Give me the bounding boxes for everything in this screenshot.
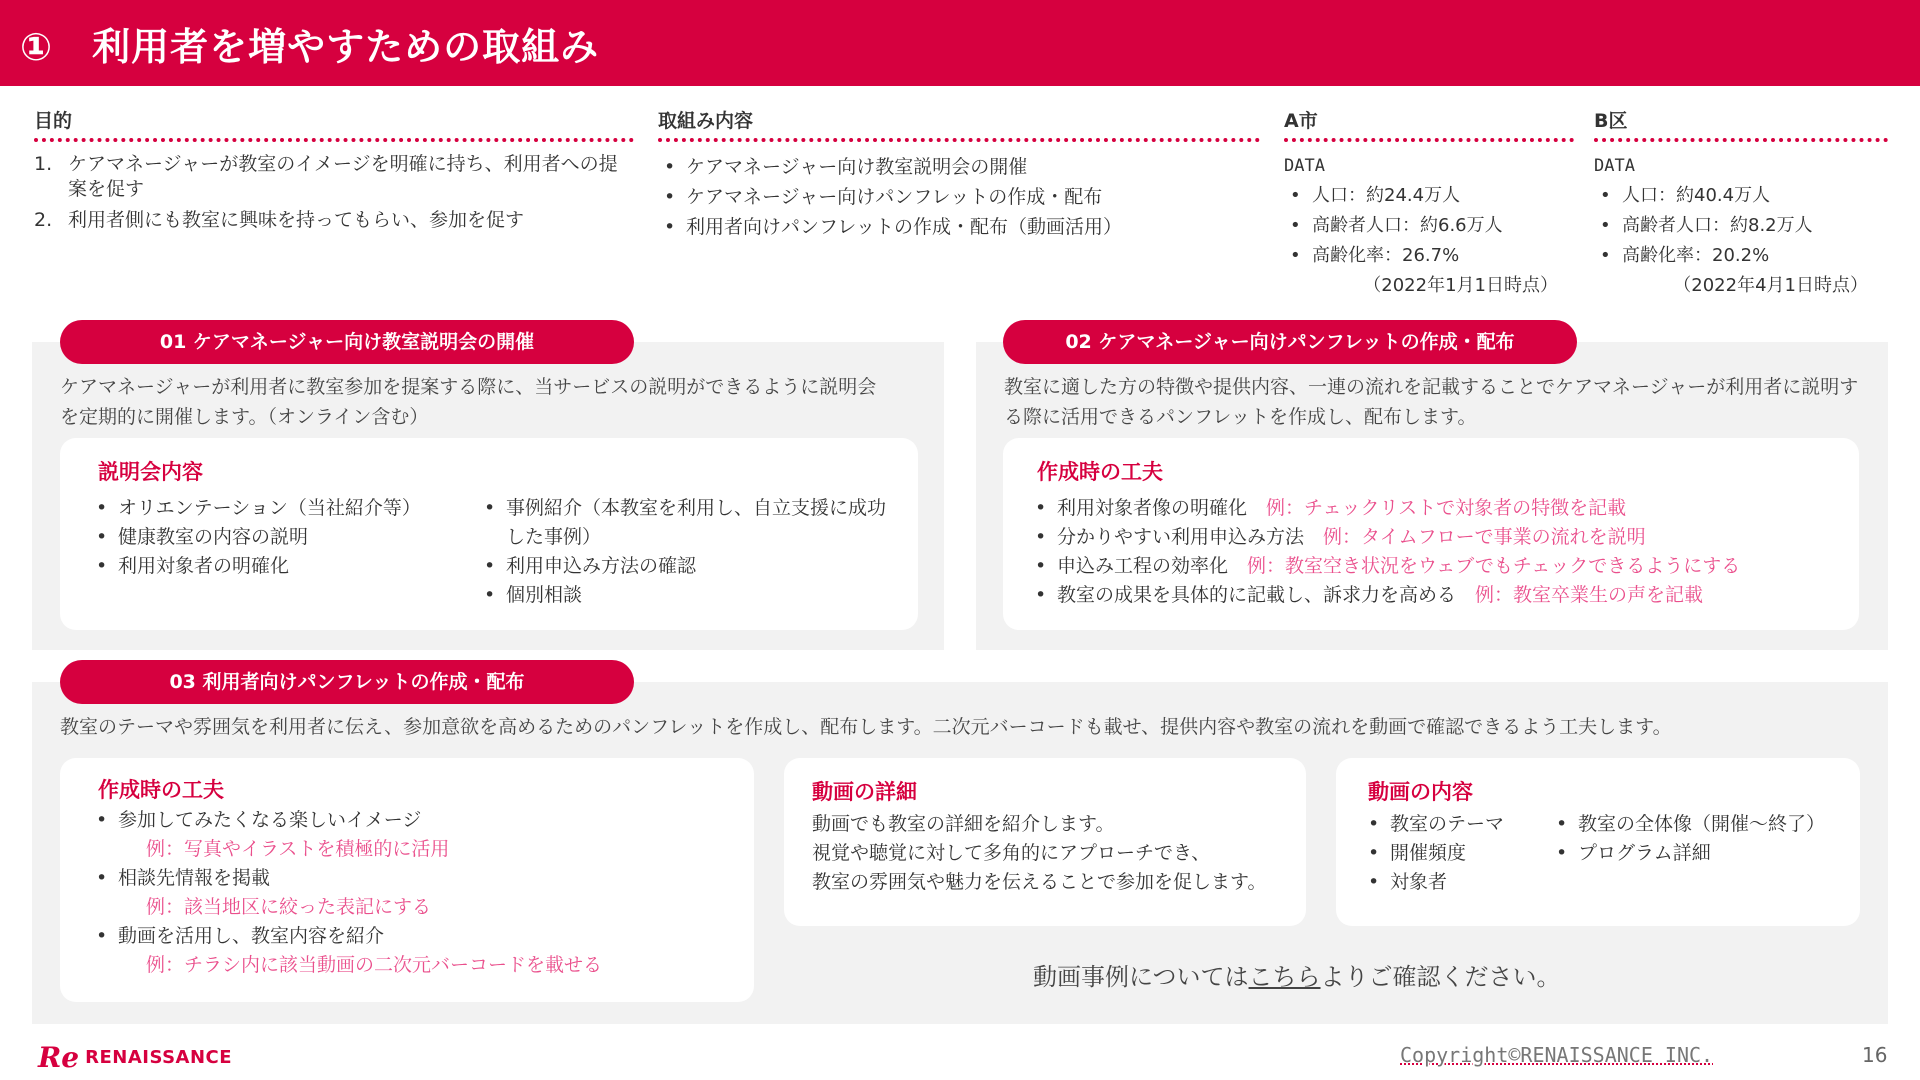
effort-heading: 取組み内容 (658, 110, 754, 132)
section3-tips-list (90, 806, 730, 980)
list-item: • 個別相談 (478, 581, 888, 610)
data-label: DATA (1284, 156, 1325, 176)
effort-divider (658, 138, 1260, 142)
list-item: • 教室の全体像（開催～終了） (1550, 810, 1850, 839)
card-title: 動画の詳細 (812, 780, 917, 804)
list-item: • 人口：約24.4万人 (1284, 181, 1574, 211)
card-title: 作成時の工夫 (1037, 460, 1163, 484)
purpose-heading: 目的 (34, 110, 73, 132)
list-item: • 利用対象者像の明確化 例：チェックリストで対象者の特徴を記載 (1029, 494, 1849, 523)
list-item: • 事例紹介（本教室を利用し、自立支援に成功した事例） (478, 494, 888, 552)
section3-card-tips (60, 758, 754, 1002)
section3-card-video-contents (1336, 758, 1860, 926)
city-b-divider (1594, 138, 1888, 142)
example-text: 例：チラシ内に該当動画の二次元バーコードを載せる (146, 954, 603, 976)
city-a-stats (1284, 181, 1574, 271)
list-item: • 相談先情報を掲載 例：該当地区に絞った表記にする (90, 864, 730, 922)
city-b-data (1594, 155, 1884, 301)
list-item: • 健康教室の内容の説明 (90, 523, 470, 552)
city-b-heading: B区 (1594, 110, 1628, 132)
effort-list (658, 152, 1258, 242)
list-item: • 教室のテーマ (1362, 810, 1542, 839)
example-text: 例：教室空き状況をウェブでもチェックできるようにする (1247, 555, 1741, 577)
section2-description: 教室に適した方の特徴や提供内容、一連の流れを記載することでケアマネージャーが利用者に説明する際に活用できるパンフレットを作成し、配布します。 (1004, 376, 1859, 428)
data-label: DATA (1594, 156, 1635, 176)
section1-title: 01 ケアマネージャー向け教室説明会の開催 (60, 320, 634, 364)
list-item: • 対象者 (1362, 868, 1542, 897)
section1-card (60, 438, 918, 630)
video-contents-right-list (1550, 810, 1850, 868)
list-item: • 開催頻度 (1362, 839, 1542, 868)
list-item: • オリエンテーション（当社紹介等） (90, 494, 470, 523)
card-title: 動画の内容 (1368, 780, 1473, 804)
city-a-data (1284, 155, 1574, 301)
list-item: • 利用申込み方法の確認 (478, 552, 888, 581)
copyright: Copyright©RENAISSANCE INC. (1400, 1043, 1714, 1067)
video-details-text: 動画でも教室の詳細を紹介します。 視覚や聴覚に対して多角的にアプローチでき、 教室の雰囲気や魅力を伝えることで参加を促します。 (812, 813, 1267, 893)
list-item: • 人口：約40.4万人 (1594, 181, 1884, 211)
example-text: 例：タイムフローで事業の流れを説明 (1323, 526, 1646, 548)
purpose-list (34, 152, 624, 239)
list-item: 1. ケアマネージャーが教室のイメージを明確に持ち、利用者への提案を促す (34, 153, 618, 200)
section3-title: 03 利用者向けパンフレットの作成・配布 (60, 660, 634, 704)
page-number: 16 (1862, 1043, 1888, 1067)
logo-text: RENAISSANCE (85, 1046, 233, 1068)
example-text: 例：教室卒業生の声を記載 (1475, 584, 1704, 606)
purpose-divider (34, 138, 634, 142)
city-a-heading: A市 (1284, 110, 1318, 132)
as-of-date: （2022年4月1日時点） (1673, 275, 1868, 296)
section1-left-list (90, 494, 470, 581)
section2-title: 02 ケアマネージャー向けパンフレットの作成・配布 (1003, 320, 1577, 364)
section3-card-video-details (784, 758, 1306, 926)
example-text: 例：該当地区に絞った表記にする (146, 896, 432, 918)
card-title: 作成時の工夫 (98, 778, 224, 802)
list-item: • 申込み工程の効率化 例：教室空き状況をウェブでもチェックできるようにする (1029, 552, 1849, 581)
list-item: • 参加してみたくなる楽しいイメージ 例：写真やイラストを積極的に活用 (90, 806, 730, 864)
example-text: 例：チェックリストで対象者の特徴を記載 (1266, 497, 1627, 519)
page-title: ① 利用者を増やすための取組み (20, 25, 600, 69)
section1-description: ケアマネージャーが利用者に教室参加を提案する際に、当サービスの説明ができるように説明会を定期的に開催します。（オンライン含む） (60, 376, 877, 428)
list-item: • 高齢化率：20.2% (1594, 241, 1884, 271)
city-a-divider (1284, 138, 1574, 142)
list-item: • 高齢者人口：約6.6万人 (1284, 211, 1574, 241)
video-example-note: 動画事例についてはこちらよりご確認ください。 (1033, 963, 1561, 991)
section1-right-list (478, 494, 888, 610)
video-contents-left-list (1362, 810, 1542, 897)
list-item: • プログラム詳細 (1550, 839, 1850, 868)
city-b-stats (1594, 181, 1884, 271)
title-bar (0, 0, 1920, 86)
list-item: • ケアマネージャー向けパンフレットの作成・配布 (658, 182, 1258, 212)
list-item: • 利用対象者の明確化 (90, 552, 470, 581)
company-logo (38, 1040, 232, 1074)
list-item: • 動画を活用し、教室内容を紹介 例：チラシ内に該当動画の二次元バーコードを載せる (90, 922, 730, 980)
list-item: • 高齢者人口：約8.2万人 (1594, 211, 1884, 241)
example-text: 例：写真やイラストを積極的に活用 (146, 838, 450, 860)
list-item: 2. 利用者側にも教室に興味を持ってもらい、参加を促す (34, 209, 525, 231)
list-item: • 分かりやすい利用申込み方法 例：タイムフローで事業の流れを説明 (1029, 523, 1849, 552)
list-item: • 教室の成果を具体的に記載し、訴求力を高める 例：教室卒業生の声を記載 (1029, 581, 1849, 610)
card-title: 説明会内容 (98, 460, 203, 484)
section2-card (1003, 438, 1859, 630)
section2-list (1029, 494, 1849, 610)
logo-mark: Re (38, 1040, 80, 1074)
as-of-date: （2022年1月1日時点） (1363, 275, 1558, 296)
list-item: • 利用者向けパンフレットの作成・配布（動画活用） (658, 212, 1258, 242)
section3-description: 教室のテーマや雰囲気を利用者に伝え、参加意欲を高めるためのパンフレットを作成し、配布します。二次元バーコードも載せ、提供内容や教室の流れを動画で確認できるよう工夫します。 (60, 716, 1672, 738)
list-item: • 高齢化率：26.7% (1284, 241, 1574, 271)
video-example-link[interactable]: こちら (1248, 963, 1321, 991)
list-item: • ケアマネージャー向け教室説明会の開催 (658, 152, 1258, 182)
